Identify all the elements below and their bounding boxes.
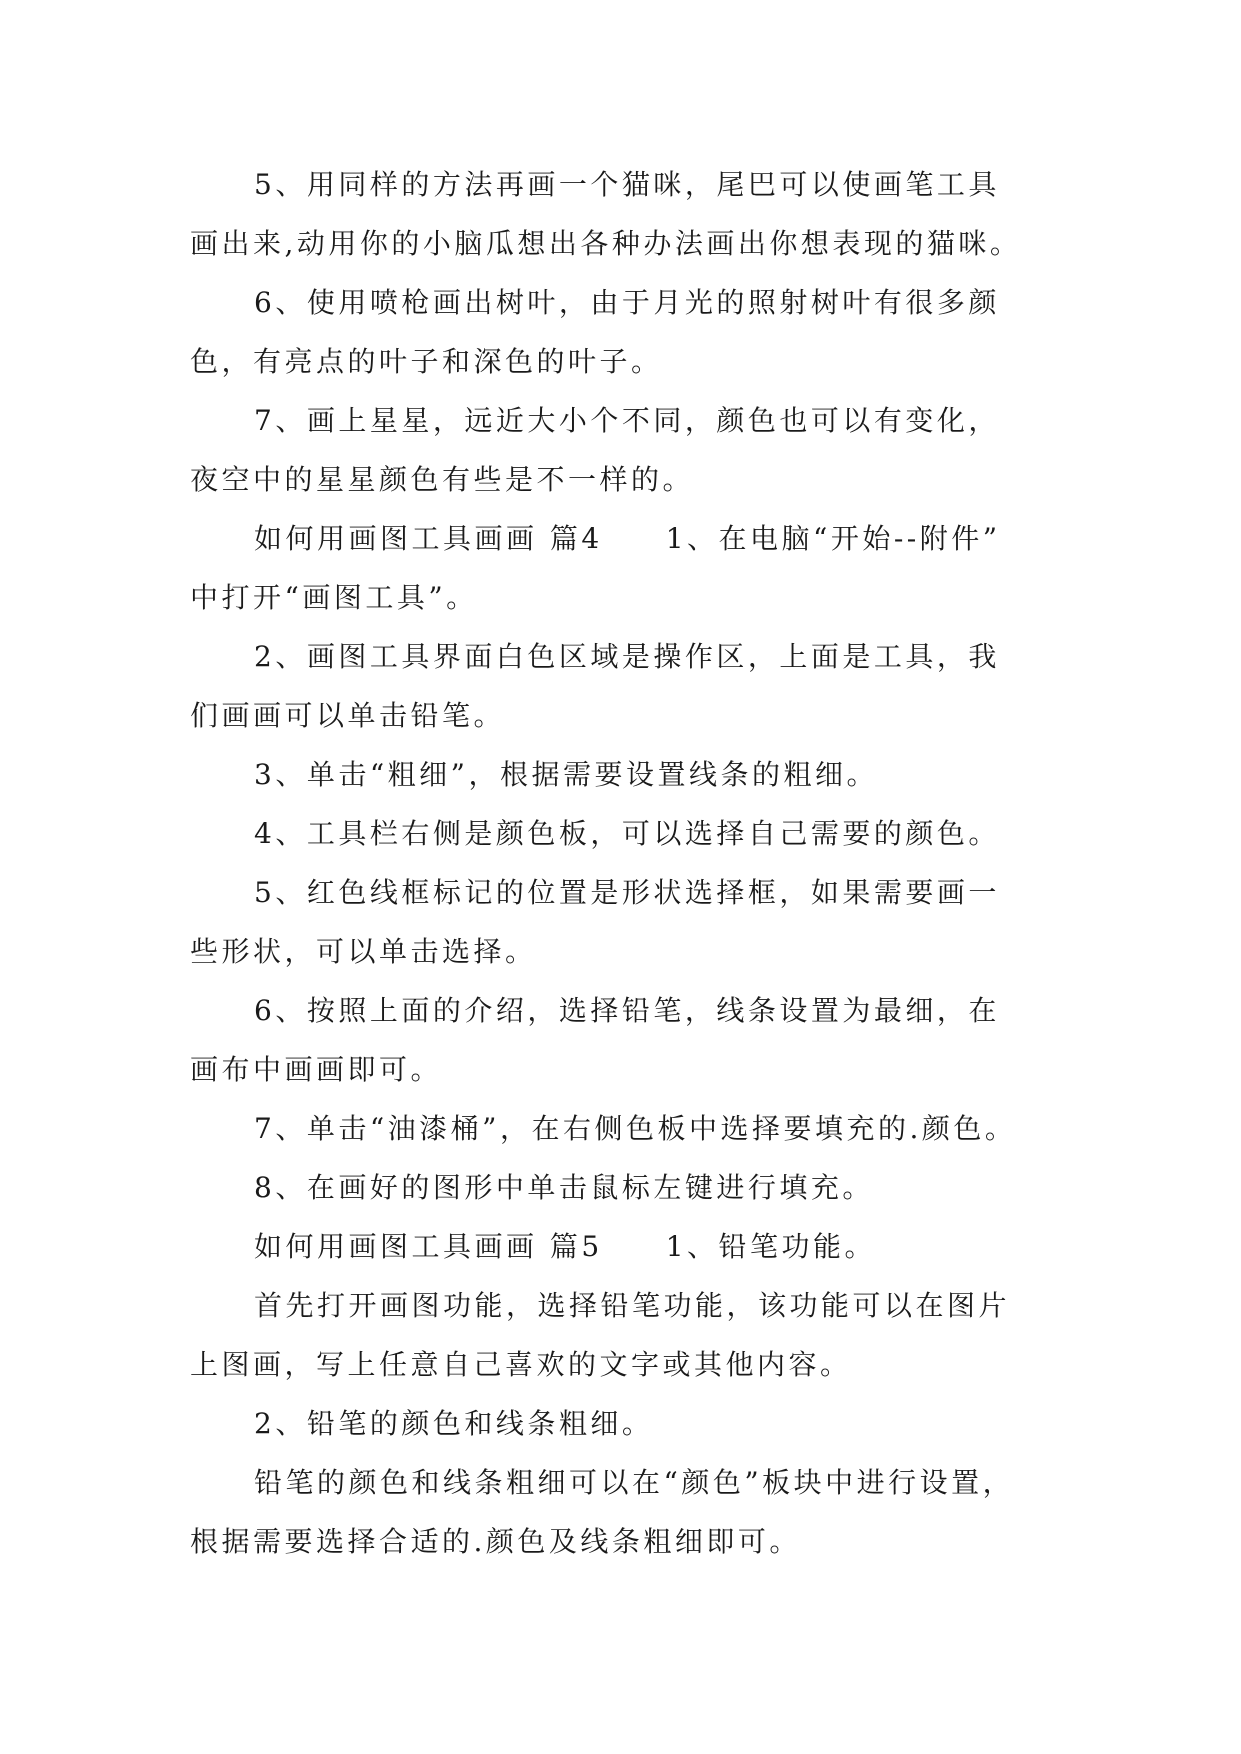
paragraph-line: 5、用同样的方法再画一个猫咪，尾巴可以使画笔工具 xyxy=(254,168,1000,201)
paragraph-line: 色，有亮点的叶子和深色的叶子。 xyxy=(190,345,663,378)
paragraph-line: 铅笔的颜色和线条粗细可以在“颜色”板块中进行设置， xyxy=(254,1466,1015,1499)
paragraph-line: 3、单击“粗细”，根据需要设置线条的粗细。 xyxy=(254,758,878,791)
body-text xyxy=(190,155,1090,1571)
paragraph-line: 上图画，写上任意自己喜欢的文字或其他内容。 xyxy=(190,1348,852,1381)
section-heading-line: 如何用画图工具画画 篇4 1、在电脑“开始--附件” xyxy=(254,522,1001,555)
paragraph-line: 画出来,动用你的小脑瓜想出各种办法画出你想表现的猫咪。 xyxy=(190,227,1022,260)
paragraph-line: 2、画图工具界面白色区域是操作区，上面是工具，我 xyxy=(254,640,1000,673)
paragraph-line: 4、工具栏右侧是颜色板，可以选择自己需要的颜色。 xyxy=(254,817,1000,850)
section-heading-line: 如何用画图工具画画 篇5 1、铅笔功能。 xyxy=(254,1230,877,1263)
paragraph-line: 7、单击“油漆桶”，在右侧色板中选择要填充的.颜色。 xyxy=(254,1112,1017,1145)
paragraph-line: 2、铅笔的颜色和线条粗细。 xyxy=(254,1407,654,1440)
paragraph-line: 6、使用喷枪画出树叶，由于月光的照射树叶有很多颜 xyxy=(254,286,1000,319)
paragraph-line: 6、按照上面的介绍，选择铅笔，线条设置为最细，在 xyxy=(254,994,1000,1027)
paragraph-line: 5、红色线框标记的位置是形状选择框，如果需要画一 xyxy=(254,876,1000,909)
paragraph-line: 中打开“画图工具”。 xyxy=(190,581,478,614)
paragraph-line: 夜空中的星星颜色有些是不一样的。 xyxy=(190,463,695,496)
paragraph-line: 首先打开画图功能，选择铅笔功能，该功能可以在图片 xyxy=(254,1289,1011,1322)
paragraph-line: 8、在画好的图形中单击鼠标左键进行填充。 xyxy=(254,1171,874,1204)
paragraph-line: 7、画上星星，远近大小个不同，颜色也可以有变化， xyxy=(254,404,1000,437)
paragraph-line: 们画画可以单击铅笔。 xyxy=(190,699,506,732)
paragraph-line: 根据需要选择合适的.颜色及线条粗细即可。 xyxy=(190,1525,801,1558)
paragraph-line: 些形状，可以单击选择。 xyxy=(190,935,537,968)
paragraph-line: 画布中画画即可。 xyxy=(190,1053,443,1086)
